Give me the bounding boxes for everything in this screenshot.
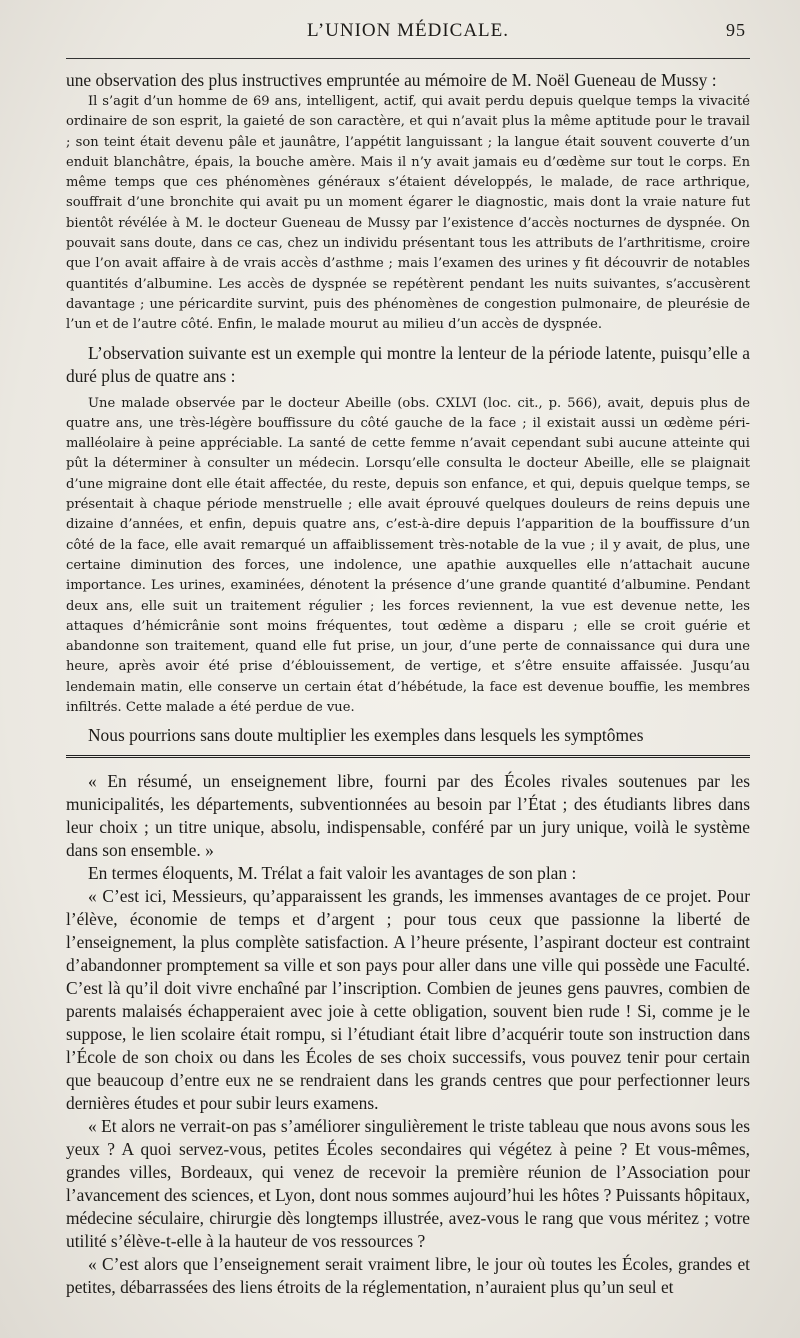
paragraph-trelat: En termes éloquents, M. Trélat a fait valoir les avantages de son plan : — [88, 863, 577, 884]
paragraph-tableau: « Et alors ne verrait-on pas s’améliorer singulièrement le triste tableau que nous avons sous les yeux ? A quoi servez-vous, petites Écoles secondaires qui végétez à peine ? Et vous-mêmes, grandes villes, Bordeaux, qui venez de recevoir la première réunion de l’Association pour l’avancement des sciences, et Lyon, dont nous sommes aujourd’hui les hôtes ? Puissants hôpitaux, médecine séculaire, chirurgie dès longtemps illustrée, avez-vous le rang que vous méritez ; votre utilité s’élève-t-elle à la hauteur de vos ressources ? — [66, 1116, 750, 1252]
section-divider — [66, 755, 750, 758]
paragraph-resume: « En résumé, un enseignement libre, fourni par des Écoles rivales soutenues par les municipalités, les départements, subventionnées au besoin par l’État ; des étudiants libres dans leur choix ; un titre unique, absolu, indispensable, conféré par un jury unique, voilà le système dans son ensemble. » — [66, 771, 750, 861]
paragraph-closing: Nous pourrions sans doute multiplier les exemples dans lesquels les symptômes — [88, 725, 644, 746]
paragraph-transition: L’observation suivante est un exemple qui montre la lenteur de la période latente, puisqu’elle a duré plus de quatre ans : — [66, 342, 750, 386]
paragraph-messieurs: « C’est ici, Messieurs, qu’apparaissent les grands, les immenses avantages de ce projet. Pour l’élève, économie de temps et d’argent ; pour tous ceux que passionne la liberté de l’enseignement, la plus complète satisfaction. A l’heure présente, l’aspirant docteur est contraint d’abandonner promptement sa ville et son pays pour aller dans une ville qui possède une Faculté. C’est là qu’il doit vivre enchaîné par l’inscription. Combien de jeunes gens pauvres, combien de parents malaisés échapperaient avec joie à cette obligation, souvent bien rude ! Si, comme je le suppose, le lien scolaire était rompu, si l’étudiant était libre d’acquérir toute son instruction dans l’École de son choix ou dans les Écoles de ses choix successifs, vous pouvez tenir pour certain que beaucoup d’entre eux ne se rendraient dans les grands centres que pour perfectionner leurs dernières études et pour subir leurs examens. — [66, 886, 750, 1114]
page-number: 95 — [726, 20, 746, 40]
header-rule — [66, 58, 750, 59]
journal-title: L’UNION MÉDICALE. — [306, 20, 510, 41]
article-section-top — [66, 69, 750, 747]
paragraph-case-two: Une malade observée par le docteur Abeille (obs. CXLVI (loc. cit., p. 566), avait, depuis plus de quatre ans, une très-légère bouffissure du côté gauche de la face ; il existait aussi un œdème péri-malléolaire à peine appréciable. La santé de cette femme n’avait cependant subi aucune atteinte qui pût la déterminer à consulter un médecin. Lorsqu’elle consulta le docteur Abeille, elle se plaignait d’une migraine dont elle était affectée, du reste, depuis son enfance, et qui, depuis quelque temps, se présentait à chaque période menstruelle ; elle avait éprouvé quelques douleurs de reins depuis une dizaine d’années, et enfin, depuis quatre ans, c’est-à-dire depuis l’apparition de la bouffissure d’un côté de la face, elle avait remarqué un affaiblissement très-notable de la vue ; il y avait, de plus, une certaine diminution des forces, une indolence, une apathie auxquelles elle n’attachait aucune importance. Les urines, examinées, dénotent la présence d’une grande quantité d’albumine. Pendant deux ans, elle suit un traitement régulier ; les forces reviennent, la vue est devenue nette, les attaques d’hémicrânie sont moins fréquentes, tout œdème a disparu ; elle se croit guérie et abandonne son traitement, quand elle fut prise, un jour, d’une perte de connaissance qui dura une heure, après avoir été prise d’éblouissement, de vertige, et s’être ensuite affaissée. Jusqu’au lendemain matin, elle conserve un certain état d’hébétude, la face est devenue bouffie, les membres infiltrés. Cette malade a été perdue de vue. — [66, 395, 750, 716]
page-header — [66, 18, 750, 48]
paragraph-case-one: Il s’agit d’un homme de 69 ans, intelligent, actif, qui avait perdu depuis quelque temps la vivacité ordinaire de son esprit, la gaieté de son caractère, et qui n’avait plus la même aptitude pour le travail ; son teint était devenu pâle et jaunâtre, l’appétit languissant ; la langue était souvent couverte d’un enduit blanchâtre, épais, la bouche amère. Mais il n’y avait jamais eu d’œdème sur tout le corps. En même temps que ces phénomènes généraux s’étaient développés, le malade, de race arthrique, souffrait d’une bronchite qui avait pu un moment égarer le diagnostic, mais dont la vraie nature fut bientôt révélée à M. le docteur Gueneau de Mussy par l’existence d’accès nocturnes de dyspnée. On pouvait sans doute, dans ce cas, chez un individu présentant tous les attributs de l’arthritisme, croire que l’on avait affaire à de vrais accès d’asthme ; mais l’examen des urines y fit découvrir de notables quantités d’albumine. Les accès de dyspnée se repétèrent pendant les nuits suivantes, s’accusèrent davantage ; une péricardite survint, puis des phénomènes de congestion pulmonaire, de pleurésie de l’un et de l’autre côté. Enfin, le malade mourut au milieu d’un accès de dyspnée. — [66, 94, 750, 333]
paragraph-final: « C’est alors que l’enseignement serait vraiment libre, le jour où toutes les Écoles, grandes et petites, débarrassées des liens étroits de la réglementation, n’auraient plus qu’un seul et — [66, 1254, 750, 1298]
article-section-bottom — [66, 770, 750, 1299]
paragraph-intro: une observation des plus instructives empruntée au mémoire de M. Noël Gueneau de Mussy : — [66, 70, 717, 90]
